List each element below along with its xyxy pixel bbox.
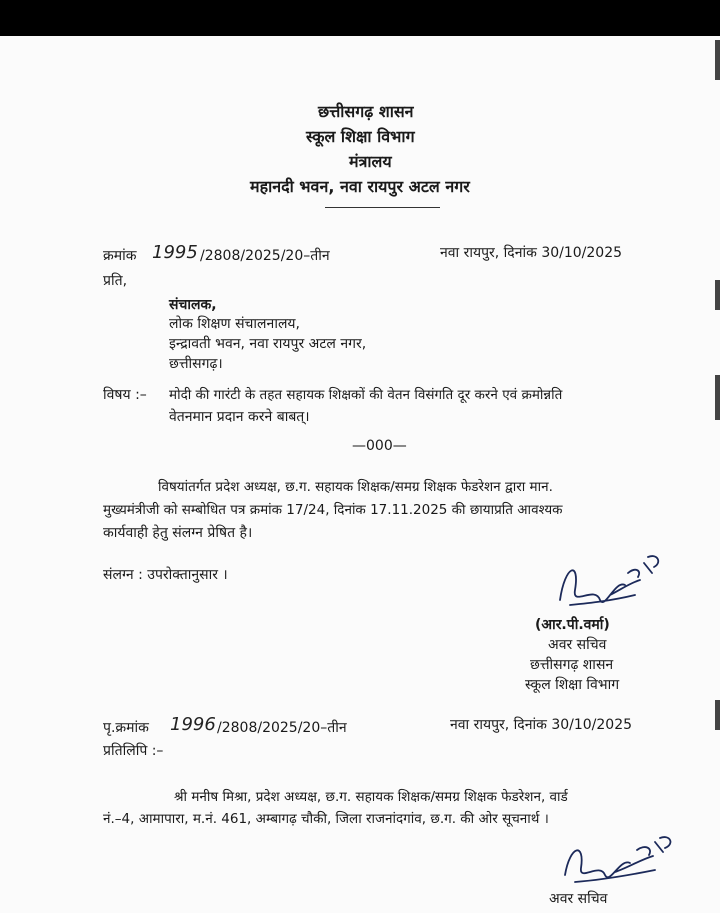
- header-underline: [325, 207, 440, 208]
- subject-line-1: मोदी की गारंटी के तहत सहायक शिक्षकों की वेतन विसंगति दूर करने एवं क्रमोन्नति: [169, 387, 563, 403]
- copy-place-date: नवा रायपुर, दिनांक 30/10/2025: [450, 717, 633, 733]
- body-line-1: विषयांतर्गत प्रदेश अध्यक्ष, छ.ग. सहायक शिक्षक/समग्र शिक्षक फेडरेशन द्वारा मान.: [158, 479, 553, 495]
- handwritten-signature: [555, 830, 685, 895]
- address-line: छत्तीसगढ़।: [169, 356, 223, 372]
- header-line-1: छत्तीसगढ़ शासन: [318, 102, 414, 121]
- right-edge-mark: [715, 280, 720, 310]
- body-line-2: मुख्यमंत्रीजी को सम्बोधित पत्र क्रमांक 17/24, दिनांक 17.11.2025 की छायाप्रति आवश्यक: [103, 502, 563, 518]
- subject-label: विषय :–: [103, 387, 147, 403]
- right-edge-mark: [715, 700, 720, 730]
- header-line-4: महानदी भवन, नवा रायपुर अटल नगर: [250, 177, 470, 196]
- ref-label: क्रमांक: [103, 248, 137, 264]
- right-edge-mark: [715, 40, 720, 80]
- copy-ref-handwritten-number: 1996: [170, 714, 216, 735]
- copy-designation: अवर सचिव: [549, 891, 608, 907]
- copy-line-1: श्री मनीष मिश्रा, प्रदेश अध्यक्ष, छ.ग. सहायक शिक्षक/समग्र शिक्षक फेडरेशन, वार्ड: [174, 789, 568, 805]
- ref-handwritten-number: 1995: [152, 242, 198, 263]
- address-line: लोक शिक्षण संचालनालय,: [169, 316, 301, 332]
- signatory-org-2: स्कूल शिक्षा विभाग: [525, 677, 620, 693]
- header-line-3: मंत्रालय: [349, 152, 392, 171]
- body-line-3: कार्यवाही हेतु संलग्न प्रेषित है।: [103, 525, 253, 541]
- subject-line-2: वेतनमान प्रदान करने बाबत्।: [169, 409, 310, 425]
- to-label: प्रति,: [103, 273, 128, 289]
- signatory-name: (आर.पी.वर्मा): [535, 617, 610, 633]
- right-edge-mark: [715, 375, 720, 420]
- ref-number: /2808/2025/20–तीन: [200, 248, 330, 264]
- copy-ref-label: पृ.क्रमांक: [103, 720, 149, 736]
- copy-label: प्रतिलिपि :–: [103, 743, 164, 759]
- copy-ref-number: /2808/2025/20–तीन: [217, 720, 347, 736]
- separator: —000—: [352, 438, 407, 454]
- enclosure: संलग्न : उपरोक्तानुसार ।: [103, 567, 228, 583]
- place-date: नवा रायपुर, दिनांक 30/10/2025: [440, 245, 623, 261]
- signatory-designation: अवर सचिव: [548, 637, 607, 653]
- top-black-bar: [0, 0, 720, 36]
- copy-line-2: नं.–4, आमापारा, म.नं. 461, अम्बागढ़ चौकी, जिला राजनांदगांव, छ.ग. की ओर सूचनार्थ ।: [103, 811, 549, 827]
- signatory-org-1: छत्तीसगढ़ शासन: [530, 657, 614, 673]
- address-line: इन्द्रावती भवन, नवा रायपुर अटल नगर,: [169, 336, 367, 352]
- address-line: संचालक,: [169, 297, 217, 313]
- header-line-2: स्कूल शिक्षा विभाग: [306, 127, 415, 146]
- handwritten-signature: [540, 545, 670, 620]
